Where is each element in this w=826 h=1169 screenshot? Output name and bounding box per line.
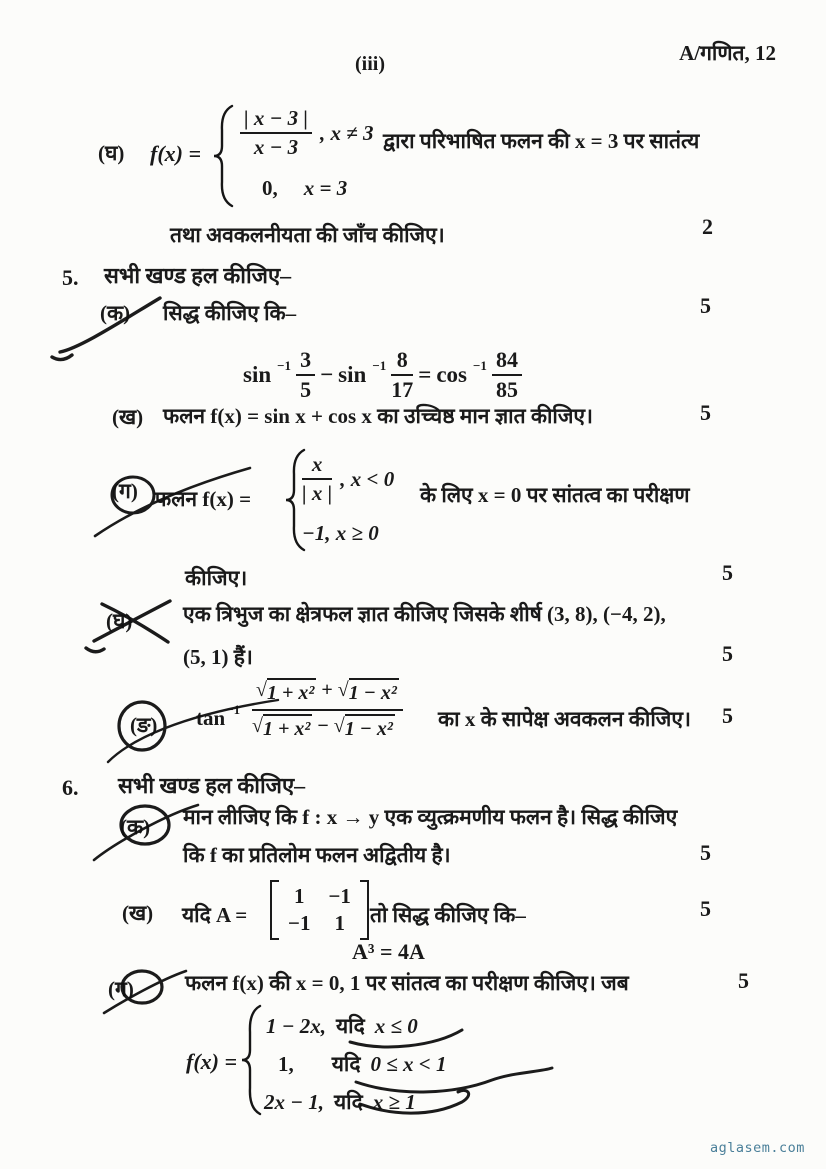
q4d-function-lhs: f(x) = [150,141,202,166]
q5d-line2: (5, 1) हैं। [183,645,253,669]
q5a-equals-op: = [418,362,432,387]
q6c-marks: 5 [738,968,749,993]
q5c-continuation-text: कीजिए। [185,566,248,590]
q6c-case-3-if: यदि [333,1090,363,1114]
q5a-fraction-1 [296,347,315,403]
q4d-marks: 2 [702,214,713,239]
q6c-case-2-if: यदि [331,1052,361,1076]
q5a-f1-num: 3 [296,347,315,376]
q4d-side-text: द्वारा परिभाषित फलन की x = 3 पर सातंत्य [383,129,700,153]
q6c-case-1-if: यदि [335,1014,365,1038]
q5e-marks: 5 [722,703,733,728]
q5e-sqrt-3-radicand: 1 + x² [263,714,312,742]
q6c-case-2 [278,1050,447,1078]
q6a-line2: कि f का प्रतिलोम फलन अद्वितीय है। [183,843,451,867]
q5a-f2-num: 8 [391,347,413,376]
radical-sign: √ [256,679,267,701]
q6c-case-1 [266,1012,418,1040]
q6b-label: (ख) [122,901,154,925]
q5c-marks: 5 [722,560,733,585]
q5b-label: (ख) [112,405,144,429]
q5a-f1-den: 5 [300,377,312,402]
matrix-cell: −1 [288,911,311,935]
q4d-continuation-text: तथा अवकलनीयता की जाँच कीजिए। [170,223,445,247]
q5-heading: सभी खण्ड हल कीजिए– [104,263,292,288]
q5d-label: (घ) [106,609,133,633]
q5e-den-op: − [317,715,329,737]
curly-brace-q4d [214,106,232,206]
q5b-marks: 5 [700,400,711,425]
q5e-sqrt-2 [338,678,399,706]
q5a-sin2: sin [338,362,367,387]
radical-sign: √ [337,679,349,701]
q4d-fraction-numerator: | x − 3 | [240,106,312,134]
q6c-label: (ग) [108,977,134,1001]
q5e-sqrt-1 [256,678,316,706]
q6b-marks: 5 [700,896,711,921]
q5c-fraction-numerator: x [302,452,332,480]
q5c-fraction-denominator: | x | [302,481,333,505]
q6c-case-1-expr: 1 − 2x, [266,1013,326,1038]
q4d-fraction-denominator: x − 3 [253,135,299,159]
q6c-case-3 [264,1088,416,1116]
page-number: (iii) [355,53,385,75]
q4d-fraction [240,106,312,160]
q5a-sin1-exponent: −1 [277,358,292,373]
q5e-numerator [252,678,403,711]
q5e-tan-text: tan [196,706,226,730]
q4d-label: (घ) [98,141,125,165]
q6b-matrix [270,880,369,940]
q5e-label: (ङ) [130,713,158,737]
q5c-side-text: के लिए x = 0 पर सांतत्व का परीक्षण [420,483,690,507]
q5e-suffix: का x के सापेक्ष अवकलन कीजिए। [438,707,691,731]
q5-number: 5. [62,265,79,290]
q6c-case-2-expr: 1, [278,1051,294,1076]
q6a-line1: मान लीजिए कि f : x → y एक व्युत्क्रमणीय फलन है। सिद्ध कीजिए [183,805,678,829]
matrix-cell: 1 [293,884,305,908]
watermark-text: aglasem.com [710,1140,805,1156]
q5d-marks: 5 [722,641,733,666]
q5e-sqrt-3 [252,714,312,742]
q5a-cos: cos [436,362,468,387]
matrix-bracket-right [360,880,369,940]
q5c-case-1-condition: , x < 0 [340,466,395,491]
q4d-case-1-condition: , x ≠ 3 [319,120,374,145]
q5e-sqrt-2-radicand: 1 − x² [349,678,399,706]
q6c-case-1-condition: x ≤ 0 [374,1013,418,1038]
q6b-result-equation: A³ = 4A [352,939,425,964]
matrix-cell: 1 [334,911,345,935]
curly-brace-q6c [242,1006,260,1114]
q4d-case-1 [240,106,374,160]
q5a-f3-num: 84 [492,347,522,376]
q6b-suffix: तो सिद्ध कीजिए कि– [370,903,526,927]
q5c-case-2: −1, x ≥ 0 [302,521,379,545]
q5e-tan-exponent: −1 [226,701,241,717]
q5a-f2-den: 17 [391,377,414,402]
q5e-tan [196,701,241,731]
q5c-case-1 [302,452,394,506]
q6a-marks: 5 [700,840,711,865]
q6b-prefix: यदि A = [182,903,248,927]
radical-sign: √ [333,715,345,737]
q5a-fraction-2 [391,347,413,403]
q5c-label: (ग) [112,479,138,503]
q5a-text: सिद्ध कीजिए कि– [163,301,297,325]
q5a-fraction-3 [492,347,522,403]
q5e-sqrt-4-radicand: 1 − x² [345,714,395,742]
q5c-fraction [302,452,332,506]
q5a-minus-op: − [320,362,334,387]
matrix-cell: −1 [328,884,351,908]
q6-number: 6. [62,775,79,800]
q6c-case-3-condition: x ≥ 1 [372,1089,416,1114]
matrix-bracket-left [270,880,279,940]
q5a-marks: 5 [700,293,711,318]
q5e-sqrt-4 [334,714,395,742]
radical-sign: √ [252,715,263,737]
q6c-function-lhs: f(x) = [186,1049,238,1074]
q5e-big-fraction [252,678,403,742]
q4d-case-2 [262,176,347,201]
q5a-f3-den: 85 [495,377,518,402]
q5a-label: (क) [100,301,131,325]
q6-heading: सभी खण्ड हल कीजिए– [118,773,306,798]
q6a-label: (क) [120,815,151,839]
q5e-num-op: + [321,679,333,701]
q5a-sin2-exponent: −1 [372,358,387,373]
q5a-sin1: sin [243,362,272,387]
q6c-case-3-expr: 2x − 1, [264,1089,324,1114]
q5a-formula [243,340,522,410]
q6c-text: फलन f(x) की x = 0, 1 पर सांतत्व का परीक्षण कीजिए। जब [185,971,629,995]
q5d-line1: एक त्रिभुज का क्षेत्रफल ज्ञात कीजिए जिसके शीर्ष (3, 8), (−4, 2), [183,602,666,626]
q4d-case-2-value: 0, [262,176,278,200]
header-paper-code: A/गणित, 12 [679,41,776,65]
q5b-text: फलन f(x) = sin x + cos x का उच्चिष्ठ मान ज्ञात कीजिए। [163,404,593,428]
q4d-case-2-condition: x = 3 [303,176,348,200]
q5a-cos-exponent: −1 [473,358,487,373]
q6b-matrix-cells [279,880,360,940]
q5e-denominator [252,711,403,742]
q5e-sqrt-1-radicand: 1 + x² [267,678,316,706]
q6c-case-2-condition: 0 ≤ x < 1 [370,1051,447,1076]
q5c-prefix: फलन f(x) = [155,487,252,511]
